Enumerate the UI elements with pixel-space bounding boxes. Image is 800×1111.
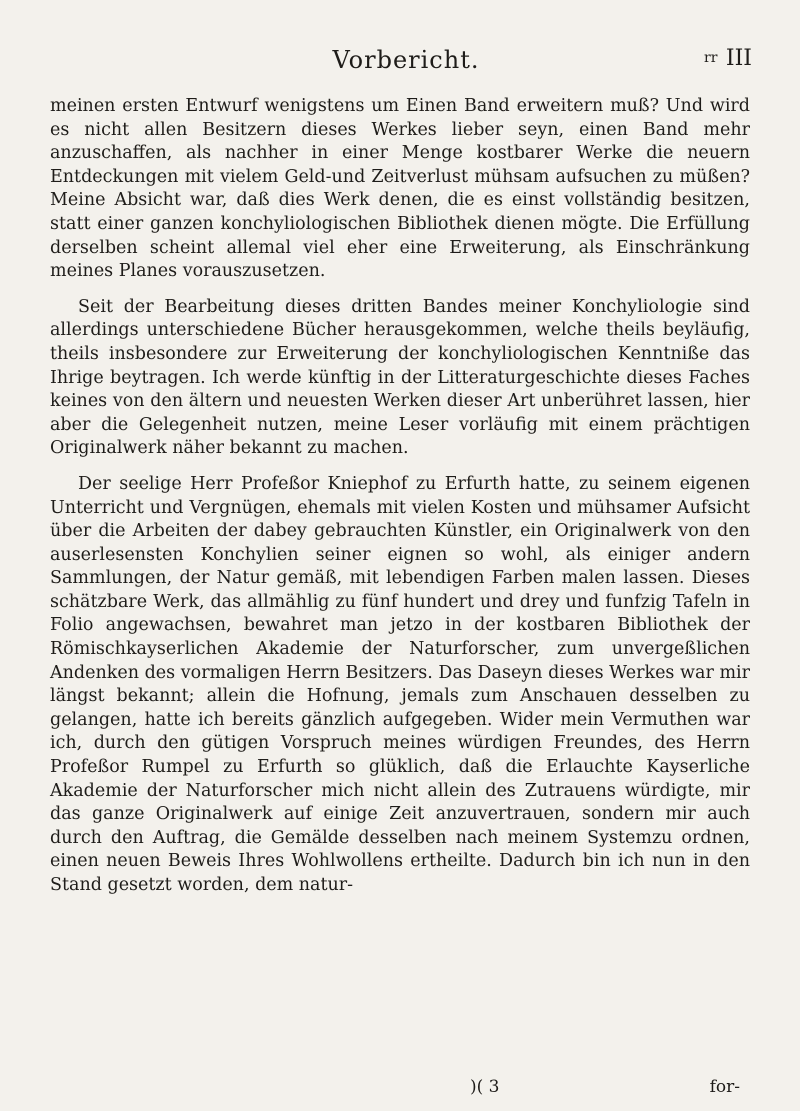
body-text: [50, 95, 750, 910]
signature-mark: )( 3: [470, 1077, 500, 1097]
paragraph-2: Seit der Bearbeitung dieses dritten Bandes meiner Konchyliologie sind allerdings unterschiedene Bücher herausgekommen, welche theils beyläufig, theils insbesondere zur Erweiterung der konchyliologischen Kenntniße das Ihrige beytragen. Ich werde künftig in der Litteraturgeschichte dieses Faches keines von den ältern und neuesten Werken dieser Art unberühret lassen, hier aber die Gelegenheit nutzen, meine Leser vorläufig mit einem prächtigen Originalwerk näher bekannt zu machen.: [50, 296, 750, 459]
page-header: [60, 40, 752, 80]
page-footer: [50, 1077, 750, 1101]
paragraph-3: Der seelige Herr Profeßor Kniephof zu Erfurth hatte, zu seinem eigenen Unterricht und Vergnügen, ehemals mit vielen Kosten und mühsamer Aufsicht über die Arbeiten der dabey gebrauchten Künstler, ein Originalwerk von den auserlesensten Konchylien seiner eignen so wohl, als einiger andern Sammlungen, der Natur gemäß, mit lebendigen Farben malen lassen. Dieses schätzbare Werk, das allmählig zu fünf hundert und drey und funfzig Tafeln in Folio angewachsen, bewahret man jetzo in der kostbaren Bibliothek der Römischkayserlichen Akademie der Naturforscher, zum unvergeßlichen Andenken des vormaligen Herrn Besitzers. Das Daseyn dieses Werkes war mir längst bekannt; allein die Hofnung, jemals zum Anschauen desselben zu gelangen, hatte ich bereits gänzlich aufgegeben. Wider mein Vermuthen war ich, durch den gütigen Vorspruch meines würdigen Freundes, des Herrn Profeßor Rumpel zu Erfurth so glüklich, daß die Erlauchte Kayserliche Akademie der Naturforscher mich nicht allein des Zutrauens würdigte, mir das ganze Originalwerk auf einige Zeit anzuvertrauen, sondern mir auch durch den Auftrag, die Gemälde desselben nach meinem Systemzu ordnen, einen neuen Beweis Ihres Wohlwollens ertheilte. Dadurch bin ich nun in den Stand gesetzt worden, dem natur-: [50, 473, 750, 895]
paragraph-1: meinen ersten Entwurf wenigstens um Einen Band erweitern muß? Und wird es nicht allen Besitzern dieses Werkes lieber seyn, einen Band mehr anzuschaffen, als nachher in einer Menge kostbarer Werke die neuern Entdeckungen mit vielem Geld-und Zeitverlust mühsam aufsuchen zu müßen? Meine Absicht war, daß dies Werk denen, die es einst vollständig besitzen, statt einer ganzen konchyliologischen Bibliothek dienen mögte. Die Erfüllung derselben scheint allemal viel eher eine Erweiterung, als Einschränkung meines Planes vorauszusetzen.: [50, 96, 750, 282]
header-mark: rr: [704, 50, 718, 66]
running-head: Vorbericht.: [332, 46, 480, 74]
page-number: III: [725, 46, 752, 71]
catchword: for-: [709, 1077, 740, 1097]
